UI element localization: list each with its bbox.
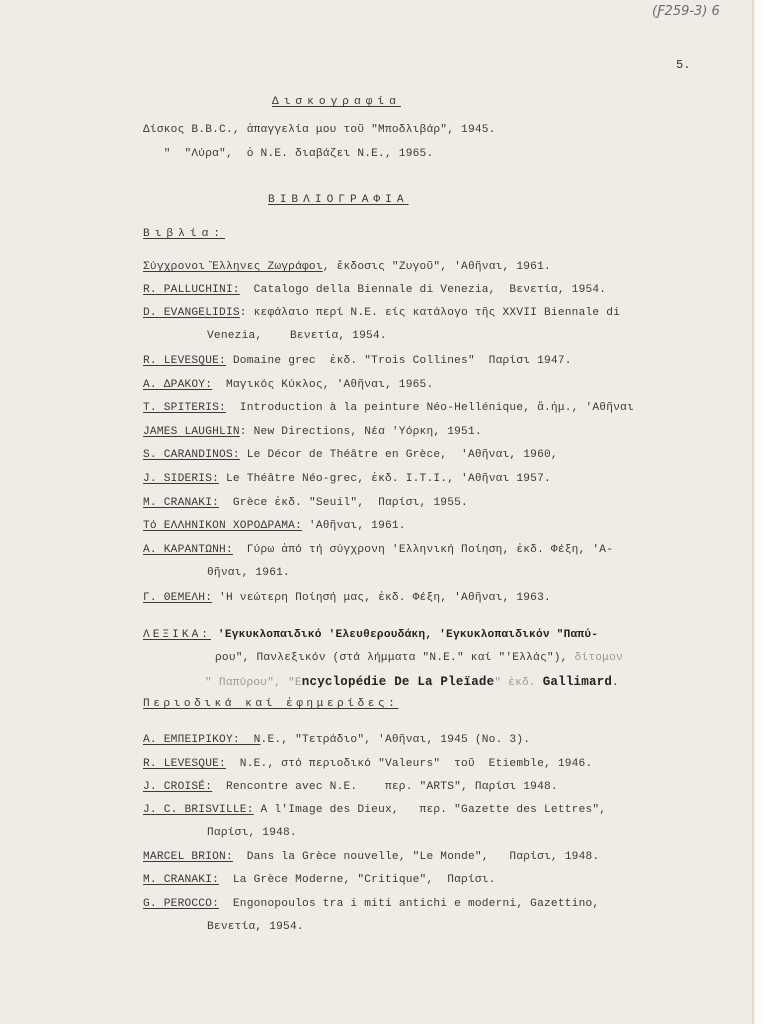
entry-text: , ἔκδοσις "Ζυγοῦ", 'Αθῆναι, 1961. bbox=[322, 261, 551, 273]
entry-label: D. EVANGELIDIS bbox=[143, 307, 240, 319]
entry bbox=[143, 592, 551, 604]
entry-label: J. SIDERIS: bbox=[143, 473, 220, 485]
page-number: 5. bbox=[676, 58, 691, 72]
entry-text: . bbox=[612, 677, 619, 689]
entry-label: ΛΕΞΙΚΑ: bbox=[143, 629, 211, 641]
entry bbox=[143, 804, 606, 816]
entry bbox=[143, 544, 613, 556]
entry-label: R. LEVESQUE: bbox=[143, 758, 226, 770]
bibliography-heading: ΒΙΒΛΙΟΓΡΑΦΙΑ bbox=[268, 194, 409, 206]
entry bbox=[143, 758, 592, 770]
entry bbox=[143, 449, 558, 461]
entry bbox=[143, 497, 468, 509]
entry-continuation: θῆναι, 1961. bbox=[207, 567, 290, 579]
lexika-continuation bbox=[205, 675, 619, 689]
entry-text: 'Η νεώτερη Ποίησή μας, ἐκδ. Φέξη, 'Αθῆναι, 1963. bbox=[212, 592, 551, 604]
entry-text: A l'Image des Dieux, περ. "Gazette des Lettres", bbox=[253, 804, 607, 816]
discography-line: Δίσκος B.B.C., ἀπαγγελία μου τοῦ "Μποδλιβάρ", 1945. bbox=[143, 124, 496, 136]
entry-text: Μαγικός Κύκλος, 'Αθῆναι, 1965. bbox=[212, 379, 434, 391]
entry-continuation: Βενετία, 1954. bbox=[207, 921, 304, 933]
entry-label: M. CRANAKI: bbox=[143, 874, 220, 886]
entry bbox=[143, 781, 558, 793]
entry-label: S. CARANDINOS: bbox=[143, 449, 240, 461]
entry-text: : κεφάλαιο περί N.E. είς κατάλογο τῆς XXVII Biennale di bbox=[239, 307, 621, 319]
entry-label: J. C. BRISVILLE: bbox=[143, 804, 254, 816]
entry-label: MARCEL BRION: bbox=[143, 851, 233, 863]
entry bbox=[143, 520, 406, 532]
entry-text: " Παπύρου", "E bbox=[205, 677, 302, 689]
entry bbox=[143, 874, 496, 886]
entry-text: ρου", Πανλεξικόν (στά λήμματα "N.E." καί "'Ελλάς"), bbox=[215, 652, 575, 664]
entry bbox=[143, 261, 551, 273]
entry-label: Τό ΕΛΛΗΝΙΚΟΝ ΧΟΡΟΔΡΑΜΑ: bbox=[143, 520, 303, 532]
entry-label: M. CRANAKI: bbox=[143, 497, 220, 509]
lexika-entry bbox=[143, 629, 598, 641]
entry bbox=[143, 355, 572, 367]
entry-label: A. ΚΑΡΑΝΤΩΝΗ: bbox=[143, 544, 233, 556]
discography-line: " "Λύρα", ὁ N.E. διαβάζει N.E., 1965. bbox=[143, 148, 434, 160]
entry-text: La Grèce Moderne, "Critique", Παρίσι. bbox=[219, 874, 496, 886]
entry-text: " ἐκδ. bbox=[494, 677, 543, 689]
entry-text: Rencontre avec N.E. περ. "ARTS", Παρίσι 1948. bbox=[212, 781, 558, 793]
periodicals-heading: Περιοδικά καί ἐφημερίδες: bbox=[143, 698, 399, 710]
entry-text: Dans la Grèce nouvelle, "Le Monde", Παρίσι, 1948. bbox=[232, 851, 600, 863]
entry-label: J. CROISÉ: bbox=[143, 781, 213, 793]
entry bbox=[143, 426, 482, 438]
entry-text: 'Εγκυκλοπαιδικό 'Ελευθερουδάκη, 'Εγκυκλοπαιδικόν "Παπύ- bbox=[211, 629, 599, 641]
entry-label: T. SPITERIS: bbox=[143, 402, 226, 414]
entry-text: Γύρω ἀπό τή σύγχρονη 'Ελληνική Ποίηση, ἐκδ. Φέξη, 'Α- bbox=[232, 544, 614, 556]
entry-label: R. LEVESQUE: bbox=[143, 355, 226, 367]
entry bbox=[143, 473, 551, 485]
entry-text: Le Théâtre Néo-grec, ἐκδ. I.T.I., 'Αθῆναι 1957. bbox=[219, 473, 551, 485]
entry bbox=[143, 307, 620, 319]
entry-text: N.E., στό περιοδικό "Valeurs" τοῦ Etiemble, 1946. bbox=[225, 758, 593, 770]
entry-text: : New Directions, Νέα 'Υόρκη, 1951. bbox=[239, 426, 482, 438]
entry bbox=[143, 898, 599, 910]
entry bbox=[143, 734, 530, 746]
entry-text: Le Décor de Théâtre en Grèce, 'Αθῆναι, 1960, bbox=[239, 449, 558, 461]
entry-label: R. PALLUCHINI: bbox=[143, 284, 240, 296]
discography-heading: Δισκογραφία bbox=[272, 96, 401, 108]
entry-text: 'Αθῆναι, 1961. bbox=[302, 520, 406, 532]
entry-text: Catalogo della Biennale di Venezia, Βενετία, 1954. bbox=[239, 284, 607, 296]
entry-label: G. PEROCCO: bbox=[143, 898, 220, 910]
entry-text: .E., "Τετράδιο", 'Αθῆναι, 1945 (No. 3). bbox=[260, 734, 531, 746]
entry-text: Gallimard bbox=[542, 675, 613, 689]
entry bbox=[143, 851, 599, 863]
entry bbox=[143, 379, 433, 391]
entry-text: δίτομον bbox=[574, 652, 623, 664]
entry-text: Introduction à la peinture Néo-Hellénique, ἄ.ἡμ., 'Αθῆναι bbox=[225, 402, 634, 414]
entry-label: Γ. ΘΕΜΕΛΗ: bbox=[143, 592, 213, 604]
entry-text: Domaine grec ἐκδ. "Trois Collines" Παρίσι 1947. bbox=[225, 355, 572, 367]
entry-label: A. ΔΡΑΚΟΥ: bbox=[143, 379, 213, 391]
archive-mark: (Ƒ259-3) 6 bbox=[652, 4, 720, 19]
entry-label: JAMES LAUGHLIN bbox=[143, 426, 240, 438]
lexika-continuation bbox=[215, 652, 623, 664]
books-heading: Βιβλία: bbox=[143, 228, 225, 240]
entry-label: Σύγχρονοι Ἕλληνες Ζωγράφοι bbox=[143, 261, 323, 273]
entry-text: Grèce ἐκδ. "Seuil", Παρίσι, 1955. bbox=[219, 497, 468, 509]
entry bbox=[143, 284, 606, 296]
entry bbox=[143, 402, 634, 414]
entry-label: A. ΕΜΠΕΙΡΙΚΟΥ: N bbox=[143, 734, 261, 746]
entry-text: ncyclopédie De La Pleïade bbox=[301, 675, 495, 689]
entry-continuation: Παρίσι, 1948. bbox=[207, 827, 297, 839]
entry-continuation: Venezia, Βενετία, 1954. bbox=[207, 330, 387, 342]
entry-text: Engonopoulos tra i miti antichi e moderni, Gazettino, bbox=[219, 898, 600, 910]
